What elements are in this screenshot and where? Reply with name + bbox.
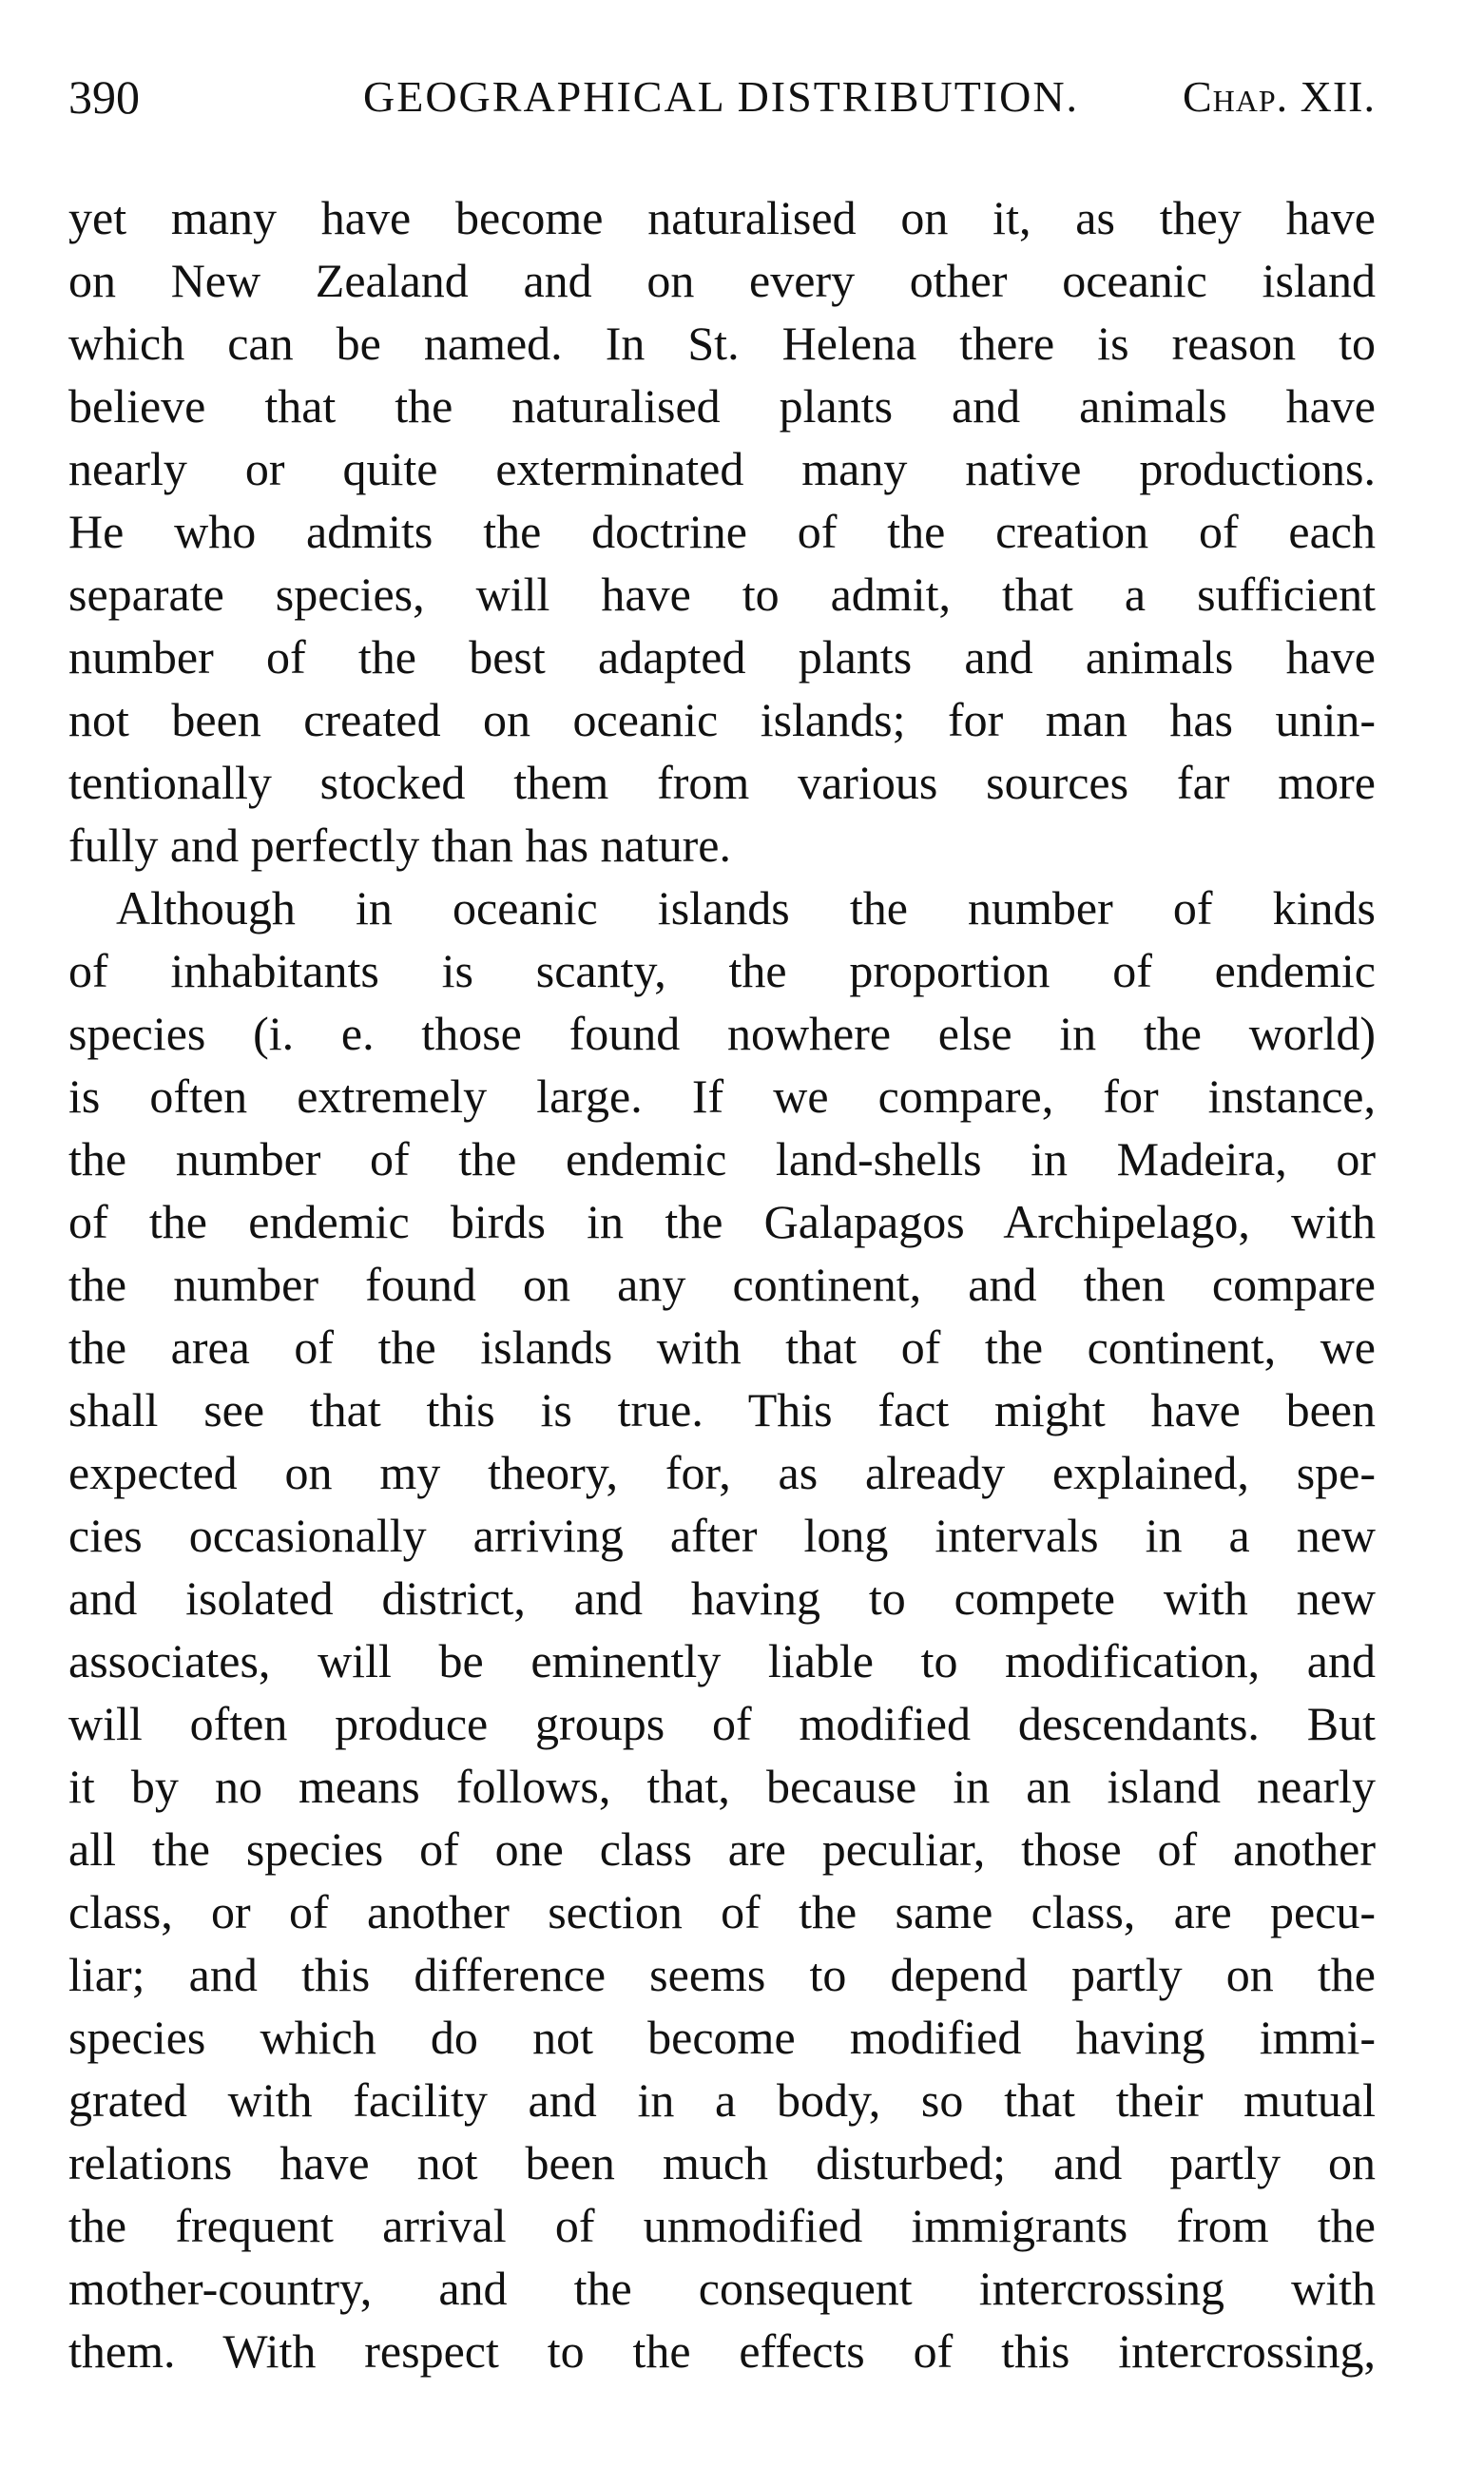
text-line: liar; and this difference seems to depend partly on the	[68, 1948, 1376, 2001]
running-head	[68, 68, 1376, 125]
text-line: yet many have become naturalised on it, as they have	[68, 191, 1376, 244]
text-line: relations have not been much disturbed; and partly on	[68, 2136, 1376, 2189]
text-line: on New Zealand and on every other oceanic island	[68, 254, 1376, 307]
running-title: GEOGRAPHICAL DISTRIBUTION.	[363, 72, 1080, 121]
text-line: separate species, will have to admit, that a sufficient	[68, 568, 1376, 621]
text-line: species which do not become modified having immi-	[68, 2011, 1376, 2064]
text-line: of the endemic birds in the Galapagos Archipelago, with	[68, 1195, 1376, 1248]
text-line: and isolated district, and having to compete with new	[68, 1571, 1376, 1625]
text-line: is often extremely large. If we compare, for instance,	[68, 1070, 1376, 1123]
text-line: which can be named. In St. Helena there is reason to	[68, 317, 1376, 370]
text-line: it by no means follows, that, because in an island nearly	[68, 1760, 1376, 1813]
text-line: associates, will be eminently liable to modification, and	[68, 1634, 1376, 1687]
text-line: the number found on any continent, and then compare	[68, 1258, 1376, 1311]
text-line: all the species of one class are peculiar, those of another	[68, 1822, 1376, 1876]
text-line: fully and perfectly than has nature.	[68, 819, 731, 872]
text-line: nearly or quite exterminated many native productions.	[68, 442, 1376, 495]
text-line: shall see that this is true. This fact might have been	[68, 1383, 1376, 1436]
text-line: grated with facility and in a body, so that their mutual	[68, 2073, 1376, 2127]
text-line: believe that the naturalised plants and animals have	[68, 379, 1376, 433]
text-line: species (i. e. those found nowhere else in the world)	[68, 1007, 1376, 1060]
text-line: tentionally stocked them from various sources far more	[68, 756, 1376, 809]
paragraph-2	[68, 877, 1376, 2382]
text-line: cies occasionally arriving after long intervals in a new	[68, 1509, 1376, 1562]
page-number: 390	[68, 70, 140, 124]
chapter-label: Chap. XII.	[1182, 72, 1376, 121]
text-line: the frequent arrival of unmodified immigrants from the	[68, 2199, 1376, 2252]
paragraph-1	[68, 186, 1376, 877]
text-line: will often produce groups of modified descendants. But	[68, 1697, 1376, 1750]
text-line: them. With respect to the effects of this intercrossing,	[68, 2324, 1376, 2378]
text-line: expected on my theory, for, as already explained, spe-	[68, 1446, 1376, 1499]
text-line: the number of the endemic land-shells in Madeira, or	[68, 1132, 1376, 1185]
text-line: number of the best adapted plants and animals have	[68, 630, 1376, 684]
text-line: not been created on oceanic islands; for man has unin-	[68, 693, 1376, 746]
text-line: the area of the islands with that of the continent, we	[68, 1320, 1376, 1374]
text-line: mother-country, and the consequent intercrossing with	[68, 2262, 1376, 2315]
text-line: of inhabitants is scanty, the proportion of endemic	[68, 944, 1376, 997]
text-line: Although in oceanic islands the number of kinds	[116, 881, 1376, 935]
text-line: class, or of another section of the same class, are pecu-	[68, 1885, 1376, 1938]
body-text	[68, 186, 1376, 2382]
text-line: He who admits the doctrine of the creation of each	[68, 505, 1376, 558]
